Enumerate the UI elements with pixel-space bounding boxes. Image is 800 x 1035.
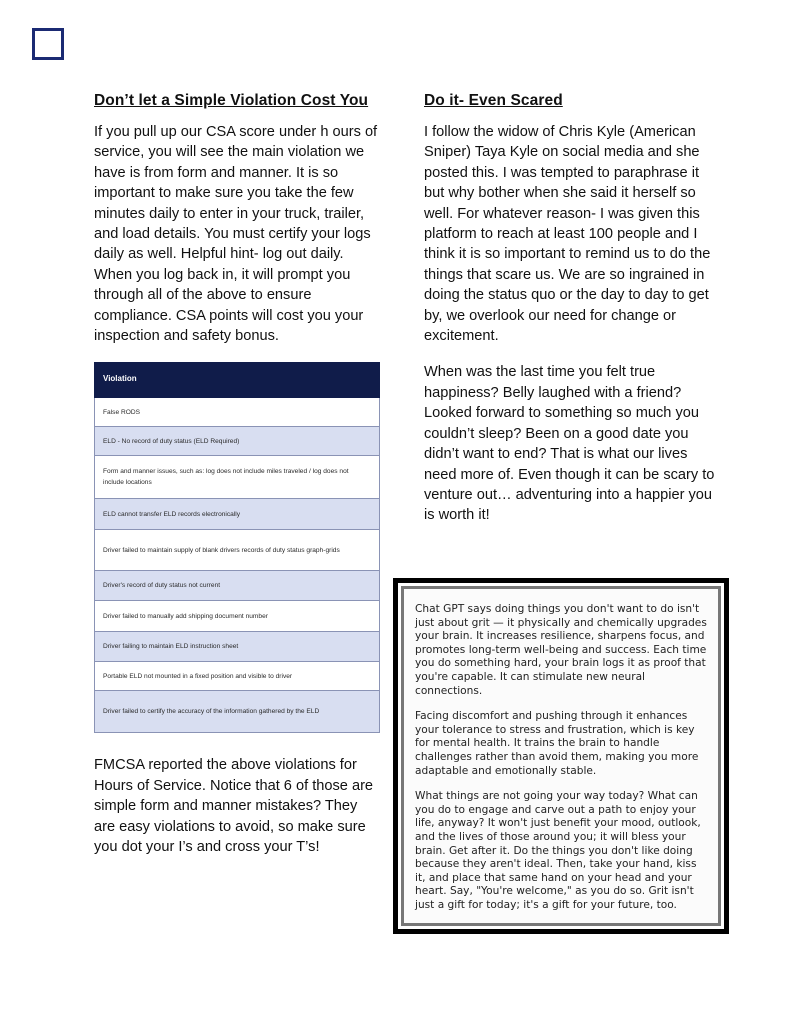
table-row: Driver failed to manually add shipping document number bbox=[95, 601, 380, 632]
right-paragraph-1: I follow the widow of Chris Kyle (American Sniper) Taya Kyle on social media and she posted this. I was tempted to paraphrase it but why bother when she said it herself so well. For whatever reason- I was given this platform to reach at least 100 people and I think it is so important to remind us to do the things that scare us. We are so ingrained in doing the status quo or the day to day to get by, we overlook our need for change or excitement. bbox=[424, 124, 711, 345]
quote-box-inner bbox=[401, 586, 721, 926]
table-row: Driver failed to maintain supply of blank drivers records of duty status graph-grids bbox=[95, 530, 380, 571]
table-row: ELD cannot transfer ELD records electronically bbox=[95, 499, 380, 530]
table-row: Driver failed to certify the accuracy of the information gathered by the ELD bbox=[95, 691, 380, 733]
left-heading: Don’t let a Simple Violation Cost You bbox=[94, 92, 369, 109]
table-row: Driver's record of duty status not current bbox=[95, 571, 380, 601]
corner-ornament-top-left bbox=[32, 28, 64, 60]
table-row: ELD - No record of duty status (ELD Required) bbox=[95, 427, 380, 456]
left-intro: If you pull up our CSA score under h ours of service, you will see the main violation we have is from form and manner. It is so important to make sure you take the few minutes daily to enter in your truck, trailer, and load details. You must certify your logs daily as well. Helpful hint- log out daily. When you log back in, it will prompt you through all of the above to ensure compliance. CSA points will cost you your inspection and safety bonus. bbox=[94, 124, 378, 345]
table-row: Form and manner issues, such as: log does not include miles traveled / log does not include locations bbox=[95, 456, 380, 499]
table-row: Driver failing to maintain ELD instruction sheet bbox=[95, 632, 380, 662]
right-column bbox=[424, 92, 720, 542]
table-row: False RODS bbox=[95, 398, 380, 427]
right-paragraph-2: When was the last time you felt true happiness? Belly laughed with a friend? Looked forward to something so much you couldn’t sleep? Been on a good date you didn’t want to end? That is what our lives need more of. Even though it can be scary to venture out… adventuring into a happier you is worth it! bbox=[424, 364, 715, 524]
left-outro: FMCSA reported the above violations for Hours of Service. Notice that 6 of those are simple form and manner mistakes? They are easy violations to avoid, so make sure you dot your I’s and cross your T’s! bbox=[94, 757, 374, 856]
quote-paragraph-2: Facing discomfort and pushing through it enhances your tolerance to stress and frustration, which is key for mental health. It trains the brain to handle challenges rather than avoid them, making you more adaptable and emotionally stable. bbox=[415, 710, 699, 777]
left-column bbox=[94, 92, 380, 874]
quote-paragraph-3: What things are not going your way today? What can you do to engage and carve out a path to enjoy your life, anyway? It won't just benefit your mood, outlook, and the lives of those around you; it will bless your brain. Get after it. Do the things you don't like doing because they aren't ideal. Then, take your hand, kiss it, and place that same hand on your head and your heart. Say, "You're welcome," as you do so. Grit isn't just a gift for today; it's a gift for your future, too. bbox=[415, 790, 701, 911]
right-heading: Do it- Even Scared bbox=[424, 92, 563, 109]
quote-paragraph-1: Chat GPT says doing things you don't want to do isn't just about grit — it physically and chemically upgrades your brain. It increases resilience, sharpens focus, and promotes long-term well-being and success. Each time you do something hard, your brain logs it as proof that you're capable. It can stimulate new neural connections. bbox=[415, 603, 707, 697]
table-row: Portable ELD not mounted in a fixed position and visible to driver bbox=[95, 662, 380, 691]
quote-box bbox=[393, 578, 729, 934]
violation-table bbox=[94, 362, 380, 733]
violation-table-header: Violation bbox=[95, 363, 380, 398]
